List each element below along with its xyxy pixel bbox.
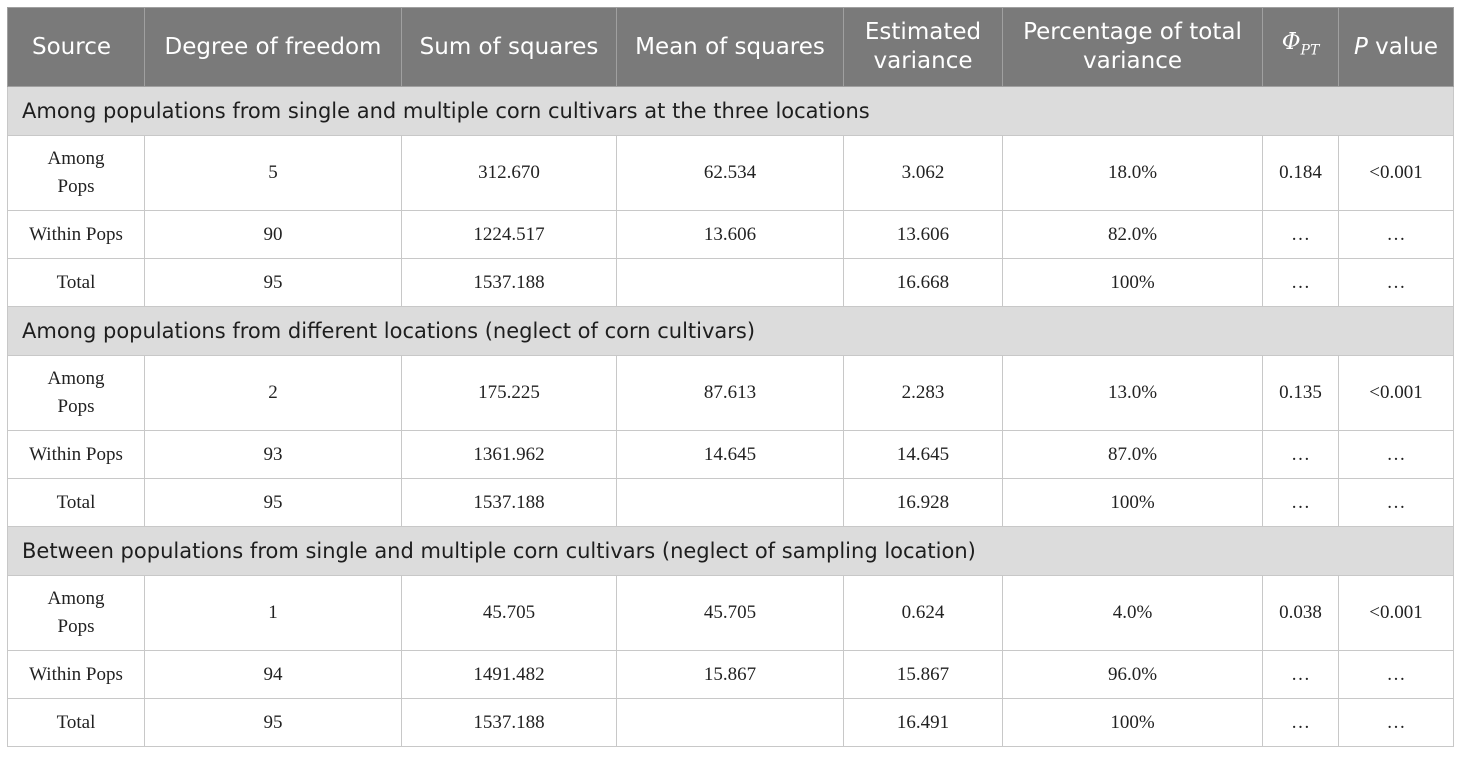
cell-source-line1: Total xyxy=(56,711,96,733)
header-estimated-variance-line1: Estimated xyxy=(864,19,982,45)
amova-table xyxy=(7,7,1454,747)
section-header-row xyxy=(8,307,1454,356)
cell-degree-of-freedom: 5 xyxy=(145,136,402,211)
cell-estimated-variance: 13.606 xyxy=(844,211,1003,259)
cell-source-line1: Within Pops xyxy=(29,663,123,685)
table-row xyxy=(8,259,1454,307)
header-percentage-variance-line2: variance xyxy=(1082,48,1183,74)
header-estimated-variance xyxy=(844,8,1003,87)
cell-estimated-variance: 16.491 xyxy=(844,699,1003,747)
table-row xyxy=(8,576,1454,651)
section-title: Between populations from single and multiple corn cultivars (neglect of sampling location) xyxy=(8,527,1454,576)
cell-source-line1: Within Pops xyxy=(29,223,123,245)
cell-degree-of-freedom: 2 xyxy=(145,356,402,431)
cell-phi-pt: … xyxy=(1263,431,1339,479)
cell-p-value: … xyxy=(1339,431,1454,479)
cell-estimated-variance: 16.668 xyxy=(844,259,1003,307)
cell-p-value: … xyxy=(1339,211,1454,259)
cell-sum-of-squares: 1491.482 xyxy=(402,651,617,699)
cell-percentage-variance: 13.0% xyxy=(1003,356,1263,431)
cell-degree-of-freedom: 94 xyxy=(145,651,402,699)
header-estimated-variance-line2: variance xyxy=(873,48,973,74)
table-row xyxy=(8,699,1454,747)
cell-source xyxy=(8,699,145,747)
section-title: Among populations from single and multiple corn cultivars at the three locations xyxy=(8,87,1454,136)
cell-p-value: <0.001 xyxy=(1339,356,1454,431)
cell-source-line2: Pops xyxy=(57,396,95,417)
cell-percentage-variance: 100% xyxy=(1003,479,1263,527)
cell-phi-pt: … xyxy=(1263,651,1339,699)
cell-phi-pt: … xyxy=(1263,211,1339,259)
header-mean-of-squares: Mean of squares xyxy=(617,8,844,87)
cell-degree-of-freedom: 93 xyxy=(145,431,402,479)
cell-degree-of-freedom: 95 xyxy=(145,259,402,307)
cell-estimated-variance: 15.867 xyxy=(844,651,1003,699)
cell-percentage-variance: 87.0% xyxy=(1003,431,1263,479)
cell-mean-of-squares xyxy=(617,259,844,307)
cell-p-value: <0.001 xyxy=(1339,576,1454,651)
cell-sum-of-squares: 175.225 xyxy=(402,356,617,431)
cell-degree-of-freedom: 95 xyxy=(145,699,402,747)
section-title: Among populations from different locations (neglect of corn cultivars) xyxy=(8,307,1454,356)
cell-percentage-variance: 4.0% xyxy=(1003,576,1263,651)
header-row xyxy=(8,8,1454,87)
cell-source-line1: Total xyxy=(56,271,96,293)
cell-sum-of-squares: 1537.188 xyxy=(402,699,617,747)
cell-sum-of-squares: 1537.188 xyxy=(402,479,617,527)
cell-p-value: <0.001 xyxy=(1339,136,1454,211)
cell-source xyxy=(8,651,145,699)
amova-table-container xyxy=(7,7,1454,747)
cell-source xyxy=(8,356,145,431)
header-p-letter: P xyxy=(1353,33,1368,60)
cell-mean-of-squares: 45.705 xyxy=(617,576,844,651)
table-row xyxy=(8,651,1454,699)
cell-source-line1: Among xyxy=(47,148,105,169)
cell-percentage-variance: 100% xyxy=(1003,259,1263,307)
cell-phi-pt: 0.135 xyxy=(1263,356,1339,431)
header-p-value xyxy=(1339,8,1454,87)
cell-phi-pt: 0.038 xyxy=(1263,576,1339,651)
cell-degree-of-freedom: 95 xyxy=(145,479,402,527)
header-source: Source xyxy=(8,8,145,87)
header-percentage-variance xyxy=(1003,8,1263,87)
cell-estimated-variance: 3.062 xyxy=(844,136,1003,211)
cell-sum-of-squares: 45.705 xyxy=(402,576,617,651)
cell-source-line1: Within Pops xyxy=(29,443,123,465)
cell-source xyxy=(8,431,145,479)
cell-degree-of-freedom: 90 xyxy=(145,211,402,259)
cell-mean-of-squares: 62.534 xyxy=(617,136,844,211)
cell-mean-of-squares xyxy=(617,479,844,527)
cell-source-line1: Among xyxy=(47,368,105,389)
cell-source-line1: Among xyxy=(47,588,105,609)
cell-mean-of-squares: 13.606 xyxy=(617,211,844,259)
cell-mean-of-squares: 15.867 xyxy=(617,651,844,699)
section-header-row xyxy=(8,87,1454,136)
cell-phi-pt: 0.184 xyxy=(1263,136,1339,211)
cell-percentage-variance: 18.0% xyxy=(1003,136,1263,211)
cell-phi-pt: … xyxy=(1263,699,1339,747)
cell-percentage-variance: 96.0% xyxy=(1003,651,1263,699)
table-row xyxy=(8,431,1454,479)
table-row xyxy=(8,479,1454,527)
cell-mean-of-squares: 87.613 xyxy=(617,356,844,431)
table-body xyxy=(8,87,1454,747)
cell-source xyxy=(8,259,145,307)
cell-sum-of-squares: 1361.962 xyxy=(402,431,617,479)
cell-estimated-variance: 16.928 xyxy=(844,479,1003,527)
cell-source xyxy=(8,211,145,259)
cell-p-value: … xyxy=(1339,479,1454,527)
cell-mean-of-squares: 14.645 xyxy=(617,431,844,479)
cell-percentage-variance: 100% xyxy=(1003,699,1263,747)
cell-estimated-variance: 2.283 xyxy=(844,356,1003,431)
cell-p-value: … xyxy=(1339,651,1454,699)
cell-estimated-variance: 0.624 xyxy=(844,576,1003,651)
header-phi-symbol: Φ xyxy=(1281,29,1301,56)
cell-sum-of-squares: 312.670 xyxy=(402,136,617,211)
cell-phi-pt: … xyxy=(1263,479,1339,527)
cell-sum-of-squares: 1537.188 xyxy=(402,259,617,307)
header-phi-pt xyxy=(1263,8,1339,87)
table-row xyxy=(8,136,1454,211)
cell-phi-pt: … xyxy=(1263,259,1339,307)
table-row xyxy=(8,211,1454,259)
cell-sum-of-squares: 1224.517 xyxy=(402,211,617,259)
header-phi-subscript: PT xyxy=(1300,42,1320,59)
table-row xyxy=(8,356,1454,431)
cell-source xyxy=(8,136,145,211)
cell-source-line1: Total xyxy=(56,491,96,513)
cell-source xyxy=(8,479,145,527)
cell-p-value: … xyxy=(1339,259,1454,307)
section-header-row xyxy=(8,527,1454,576)
cell-source xyxy=(8,576,145,651)
cell-source-line2: Pops xyxy=(57,616,95,637)
cell-mean-of-squares xyxy=(617,699,844,747)
cell-source-line2: Pops xyxy=(57,176,95,197)
header-sum-of-squares: Sum of squares xyxy=(402,8,617,87)
cell-estimated-variance: 14.645 xyxy=(844,431,1003,479)
header-p-rest: value xyxy=(1367,33,1438,60)
header-percentage-variance-line1: Percentage of total xyxy=(1023,19,1242,45)
cell-percentage-variance: 82.0% xyxy=(1003,211,1263,259)
cell-p-value: … xyxy=(1339,699,1454,747)
header-degree-of-freedom: Degree of freedom xyxy=(145,8,402,87)
cell-degree-of-freedom: 1 xyxy=(145,576,402,651)
